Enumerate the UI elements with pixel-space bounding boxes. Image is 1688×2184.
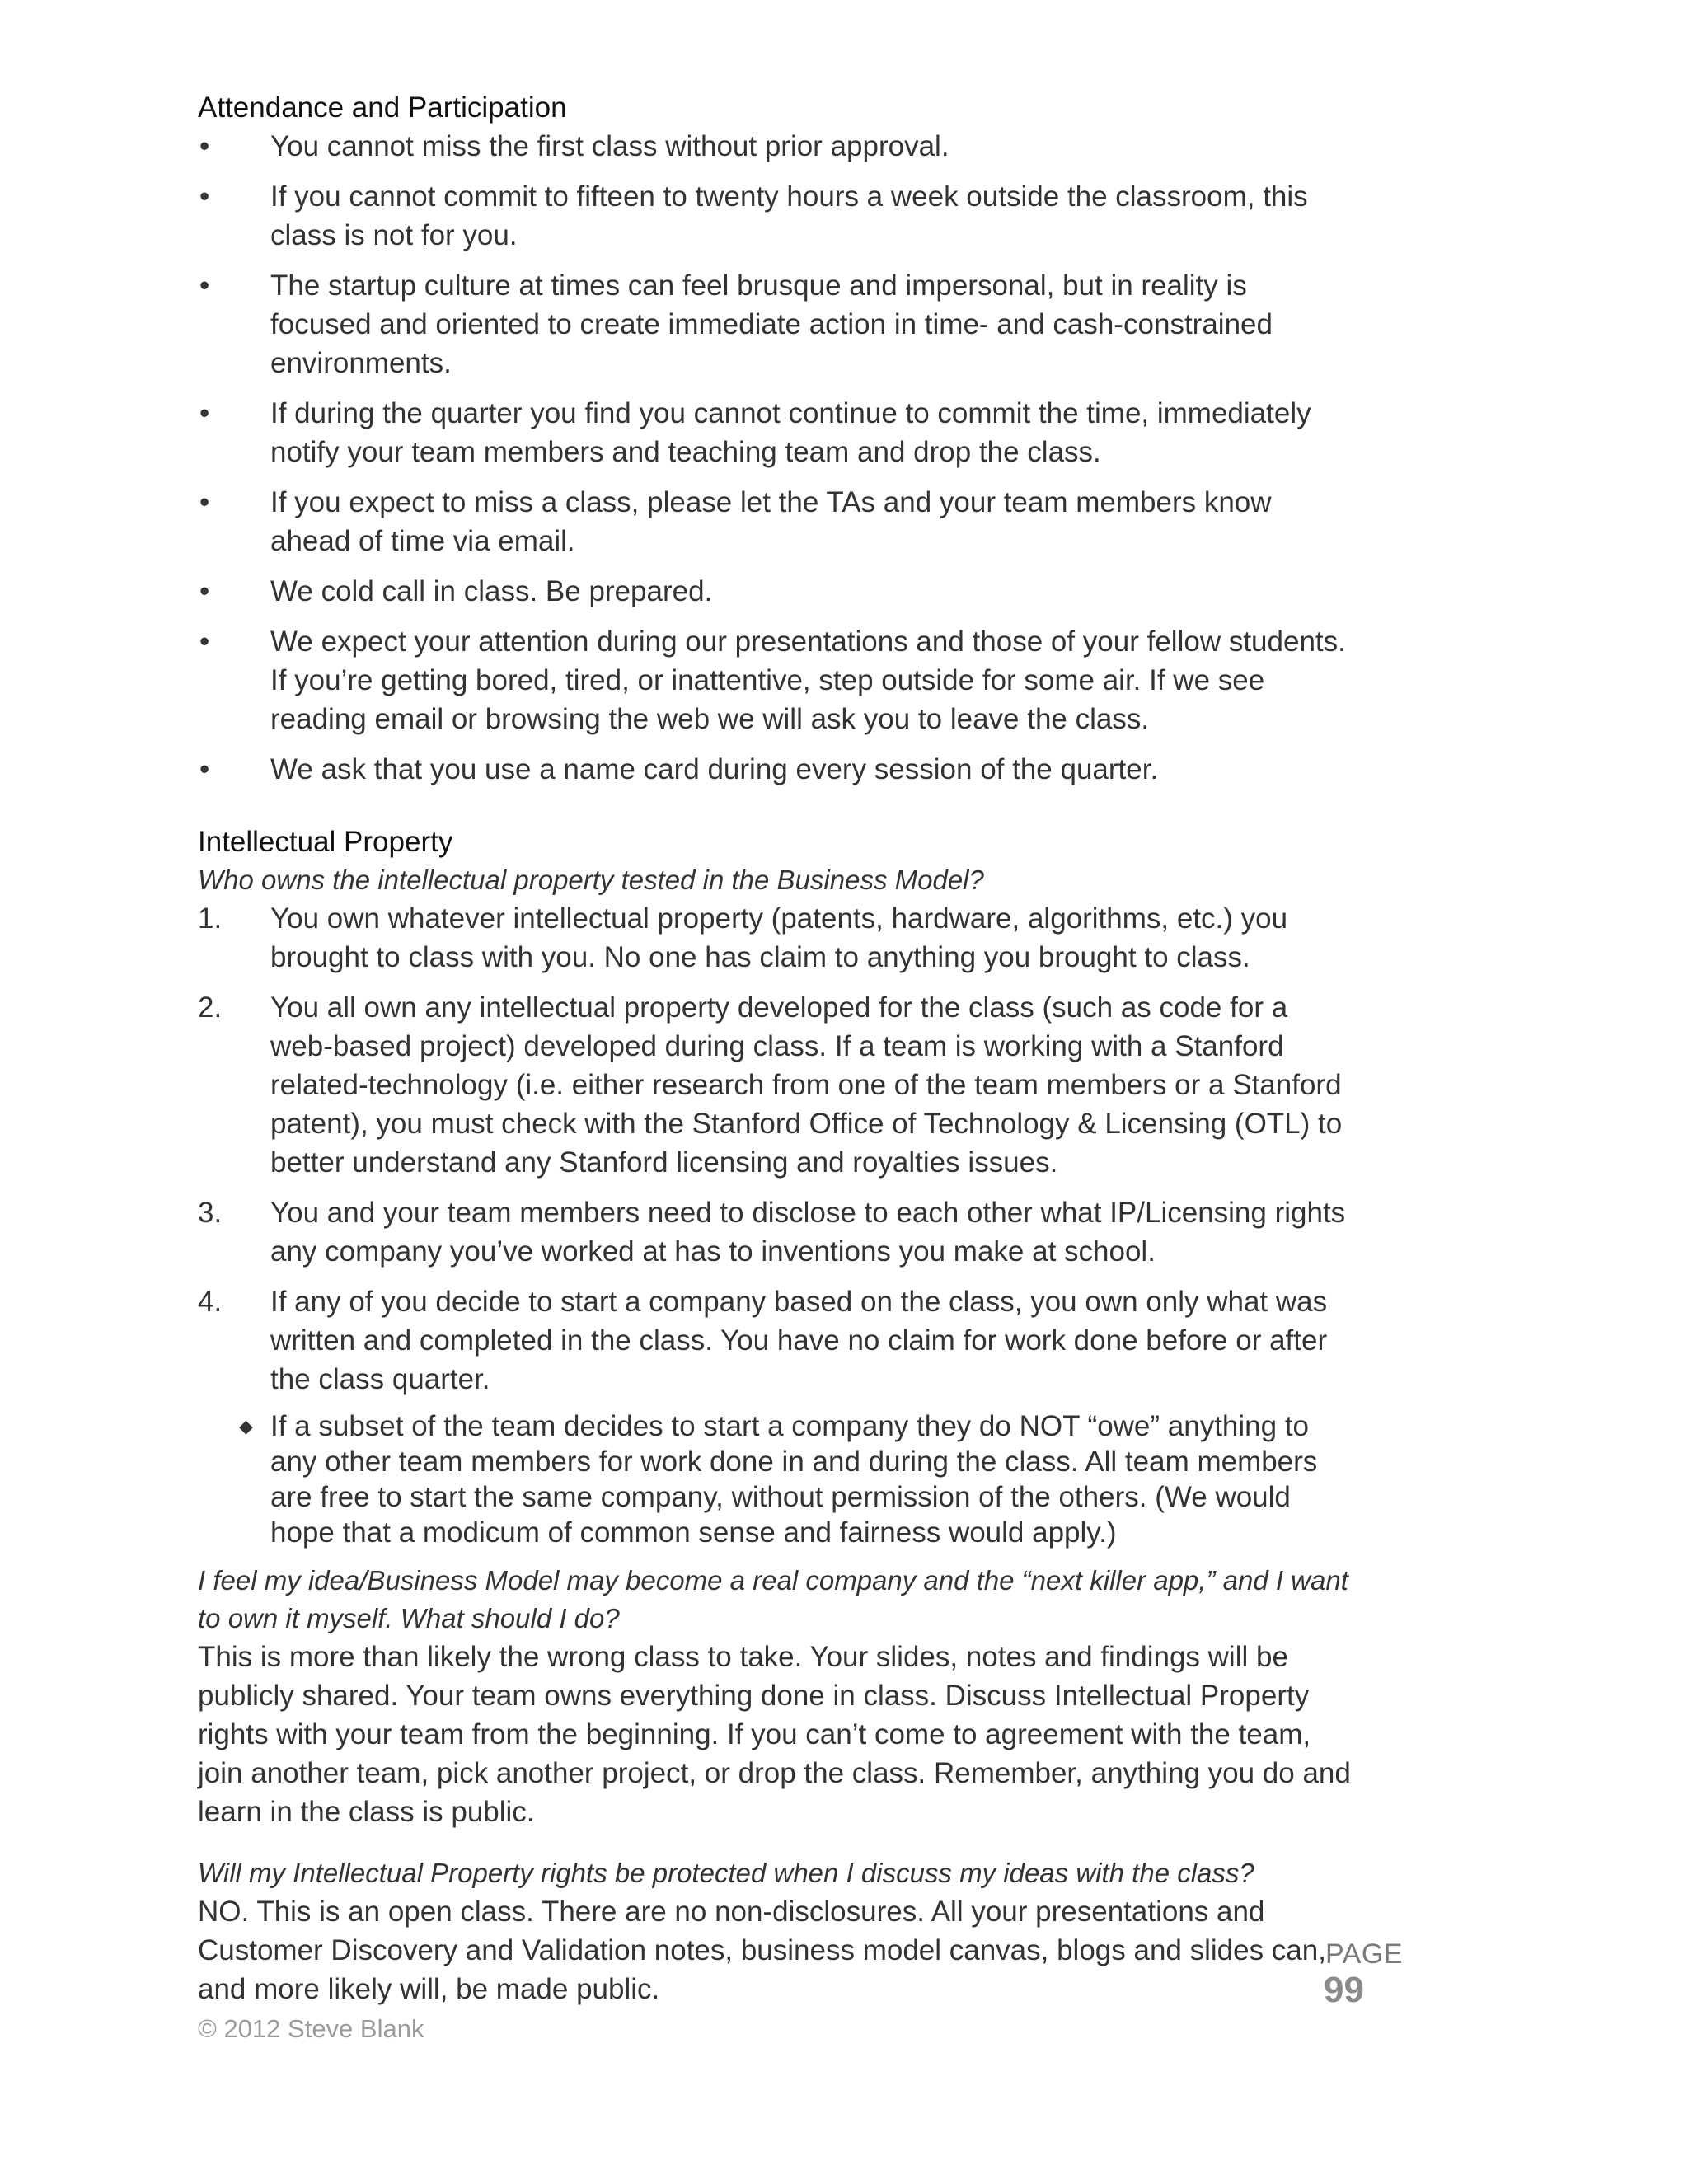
list-item-text: We expect your attention during our presentations and those of your fellow students. If you’re getting bored, tired, or inattentive, step outside for some air. If we see reading email or browsing the web we will ask you to leave the class.: [270, 626, 1346, 735]
list-item: [198, 622, 1352, 738]
list-item: [198, 988, 1352, 1182]
list-item-text: The startup culture at times can feel brusque and impersonal, but in reality is focused and oriented to create immediate action in time- and cash-constrained environments.: [270, 269, 1273, 379]
document-body: [198, 89, 1352, 2008]
attendance-section: [198, 89, 1352, 789]
bullet-marker: •: [199, 486, 210, 518]
list-item-text: You cannot miss the first class without prior approval.: [270, 130, 950, 162]
list-item: [198, 899, 1352, 977]
list-item: [198, 1282, 1352, 1399]
list-item-text: If you cannot commit to fifteen to twenty hours a week outside the classroom, this class is not for you.: [270, 180, 1308, 251]
list-item-text: We cold call in class. Be prepared.: [270, 575, 713, 607]
item-number: 1.: [198, 902, 223, 935]
bullet-marker: •: [199, 269, 210, 302]
attendance-list: [198, 127, 1352, 789]
ip-sub-bullet: [239, 1408, 1352, 1550]
attendance-heading: Attendance and Participation: [198, 91, 567, 124]
page-number: 99: [1324, 1970, 1364, 2010]
item-number: 3.: [198, 1197, 223, 1229]
list-item: [198, 394, 1352, 471]
ip-numbered-list: [198, 899, 1352, 1399]
list-item: [198, 127, 1352, 166]
diamond-bullet-icon: ◆: [239, 1416, 253, 1436]
list-item-text: If during the quarter you find you cannot continue to commit the time, immediately notify your team members and teaching team and drop the class.: [270, 397, 1311, 468]
copyright-notice: © 2012 Steve Blank: [198, 2014, 424, 2043]
intellectual-property-section: [198, 823, 1352, 2008]
bullet-marker: •: [199, 397, 210, 429]
ip-question-3: Will my Intellectual Property rights be protected when I discuss my ideas with the class?: [198, 1858, 1254, 1888]
list-item: [198, 750, 1352, 789]
list-item: [198, 177, 1352, 255]
list-item: [198, 266, 1352, 382]
bullet-marker: •: [199, 753, 210, 785]
list-item-text: If any of you decide to start a company based on the class, you own only what was written and completed in the class. You have no claim for work done before or after the class quarter.: [270, 1286, 1328, 1395]
ip-question-2: I feel my idea/Business Model may become a real company and the “next killer app,” and I want to own it myself. What should I do?: [198, 1565, 1348, 1633]
ip-answer-3: NO. This is an open class. There are no non-disclosures. All your presentations and Customer Discovery and Validation notes, business model canvas, blogs and slides can, and more likely will, be made public.: [198, 1896, 1326, 2005]
list-item-text: You own whatever intellectual property (patents, hardware, algorithms, etc.) you brought to class with you. No one has claim to anything you brought to class.: [270, 902, 1288, 973]
bullet-marker: •: [199, 180, 210, 213]
qa-block-killer-app: [198, 1562, 1352, 1831]
item-number: 4.: [198, 1286, 223, 1318]
sub-bullet-text: If a subset of the team decides to start a company they do NOT “owe” anything to any other team members for work done in and during the class. All team members are free to start the same company, without permission of the others. (We would hope that a modicum of common sense and fairness would apply.): [270, 1410, 1318, 1549]
list-item: [198, 1193, 1352, 1271]
bullet-marker: •: [199, 626, 210, 658]
list-item-text: If you expect to miss a class, please let the TAs and your team members know ahead of time via email.: [270, 486, 1272, 557]
qa-block-protection: [198, 1854, 1352, 2008]
bullet-marker: •: [199, 575, 210, 607]
bullet-marker: •: [199, 130, 210, 162]
ip-heading: Intellectual Property: [198, 826, 453, 858]
list-item-text: We ask that you use a name card during every session of the quarter.: [270, 753, 1159, 785]
list-item: [198, 572, 1352, 611]
list-item: [198, 483, 1352, 560]
ip-question-1: Who owns the intellectual property tested in the Business Model?: [198, 865, 984, 895]
item-number: 2.: [198, 991, 223, 1024]
page-label: PAGE: [1325, 1938, 1403, 1970]
ip-answer-2: This is more than likely the wrong class to take. Your slides, notes and findings will be publicly shared. Your team owns everything done in class. Discuss Intellectual Property rights with your team from the beginning. If you can’t come to agreement with the team, join another team, pick another project, or drop the class. Remember, anything you do and learn in the class is public.: [198, 1641, 1351, 1828]
list-item-text: You all own any intellectual property developed for the class (such as code for a web-based project) developed during class. If a team is working with a Stanford related-technology (i.e. either research from one of the team members or a Stanford patent), you must check with the Stanford Office of Technology & Licensing (OTL) to better understand any Stanford licensing and royalties issues.: [270, 991, 1343, 1179]
list-item-text: You and your team members need to disclose to each other what IP/Licensing rights any company you’ve worked at has to inventions you make at school.: [270, 1197, 1346, 1268]
